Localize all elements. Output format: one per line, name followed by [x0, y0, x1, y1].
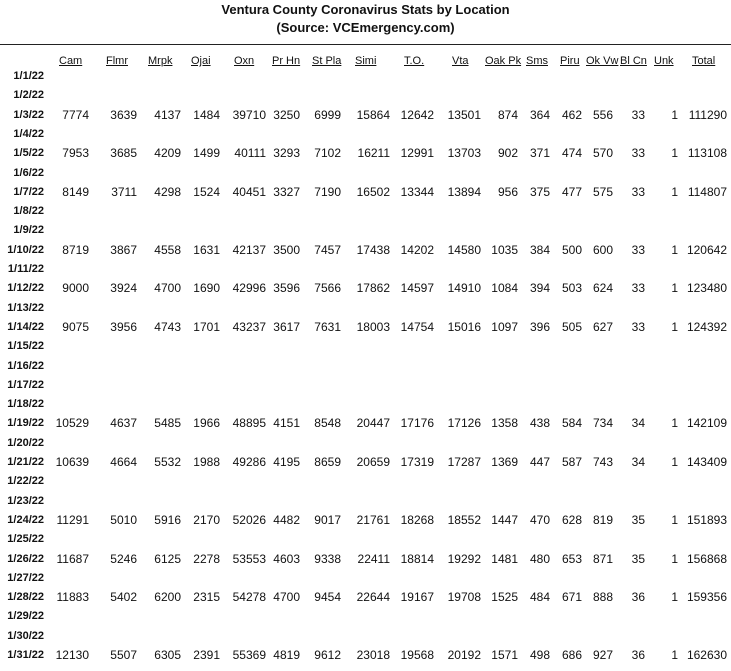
table-cell: 4298: [154, 184, 181, 199]
table-cell: 3924: [110, 281, 137, 296]
table-cell: 7102: [314, 146, 341, 161]
table-cell: 1084: [491, 281, 518, 296]
table-cell: 42137: [232, 242, 266, 257]
row-date: 1/16/22: [7, 359, 44, 372]
table-cell: 3711: [111, 184, 137, 199]
table-cell: 4637: [110, 416, 137, 431]
table-cell: 8149: [62, 184, 89, 199]
table-cell: 4664: [110, 455, 137, 469]
table-cell: 734: [592, 416, 613, 431]
table-cell: 54278: [232, 590, 266, 605]
table-cell: 2170: [193, 512, 220, 527]
table-cell: 1525: [491, 590, 518, 605]
table-cell: 17319: [400, 455, 434, 469]
table-cell: 584: [561, 416, 582, 431]
table-cell: 33: [631, 146, 645, 161]
table-cell: 43237: [232, 319, 266, 334]
table-cell: 1: [671, 146, 678, 161]
table-cell: 111290: [688, 107, 727, 122]
table-cell: 3250: [273, 107, 300, 122]
table-cell: 23018: [356, 648, 390, 662]
table-cell: 15016: [447, 319, 481, 334]
table-cell: 6305: [154, 648, 181, 662]
row-date: 1/3/22: [13, 108, 44, 121]
row-date: 1/4/22: [13, 127, 44, 140]
table-cell: 498: [529, 648, 550, 662]
title-line-2: (Source: VCEmergency.com): [276, 20, 455, 35]
table-cell: 5916: [154, 512, 181, 527]
table-cell: 22644: [356, 590, 390, 605]
row-date: 1/5/22: [13, 147, 44, 160]
table-cell: 19568: [400, 648, 434, 662]
table-cell: 371: [529, 146, 550, 161]
table-cell: 5485: [154, 416, 181, 431]
table-cell: 1690: [193, 281, 220, 296]
table-cell: 7953: [62, 146, 89, 161]
table-cell: 3500: [273, 242, 300, 257]
table-cell: 438: [529, 416, 550, 431]
table-cell: 19167: [400, 590, 434, 605]
row-date: 1/14/22: [7, 320, 44, 333]
column-header: Total: [692, 55, 716, 67]
table-cell: 624: [592, 281, 613, 296]
table-cell: 1484: [193, 107, 220, 122]
table-cell: 575: [592, 184, 613, 199]
table-cell: 142109: [686, 416, 727, 431]
table-cell: 484: [529, 590, 550, 605]
table-cell: 1358: [491, 416, 518, 431]
table-cell: 33: [631, 184, 645, 199]
table-cell: 505: [561, 319, 582, 334]
row-date: 1/31/22: [7, 649, 44, 661]
table-cell: 15864: [356, 107, 390, 122]
table-cell: 462: [561, 107, 582, 122]
row-date: 1/2/22: [13, 89, 44, 102]
table-cell: 14202: [400, 242, 434, 257]
row-date: 1/13/22: [7, 301, 44, 314]
table-cell: 587: [561, 455, 582, 469]
table-cell: 16502: [356, 184, 390, 199]
table-cell: 33: [631, 281, 645, 296]
table-cell: 17126: [447, 416, 481, 431]
table-cell: 18814: [400, 551, 434, 566]
table-cell: 5532: [154, 455, 181, 469]
row-date: 1/21/22: [7, 456, 44, 468]
table-cell: 3639: [110, 107, 137, 122]
table-cell: 4603: [273, 551, 300, 566]
table-cell: 556: [592, 107, 613, 122]
column-header: Sms: [526, 55, 548, 67]
column-header: T.O.: [404, 55, 425, 67]
table-cell: 3685: [110, 146, 137, 161]
table-cell: 18003: [356, 319, 390, 334]
table-cell: 17862: [356, 281, 390, 296]
table-cell: 3293: [273, 146, 300, 161]
row-date: 1/18/22: [7, 398, 44, 411]
column-header: Bl Cn: [620, 55, 647, 67]
table-cell: 480: [529, 551, 550, 566]
table-cell: 500: [561, 242, 582, 257]
table-cell: 1: [671, 551, 678, 566]
table-cell: 33: [631, 242, 645, 257]
table-cell: 13501: [447, 107, 481, 122]
column-header: Ojai: [191, 55, 211, 67]
table-cell: 2391: [193, 648, 220, 662]
table-cell: 1: [671, 319, 678, 334]
table-cell: 11883: [56, 590, 89, 605]
column-header: Oak Pk: [485, 55, 522, 67]
table-cell: 9612: [314, 648, 341, 662]
table-cell: 570: [592, 146, 613, 161]
table-cell: 1499: [193, 146, 220, 161]
table-cell: 819: [592, 512, 613, 527]
table-cell: 671: [561, 590, 582, 605]
table-cell: 4195: [273, 455, 300, 469]
table-cell: 8548: [314, 416, 341, 431]
table-cell: 40111: [234, 146, 266, 161]
table-cell: 20192: [447, 648, 481, 662]
table-cell: 503: [561, 281, 582, 296]
table-cell: 871: [592, 551, 613, 566]
table-cell: 33: [631, 319, 645, 334]
table-cell: 14597: [400, 281, 434, 296]
column-header: Vta: [452, 55, 469, 67]
table-cell: 9338: [314, 551, 341, 566]
table-cell: 11291: [56, 512, 89, 527]
table-cell: 120642: [686, 242, 727, 257]
table-cell: 396: [529, 319, 550, 334]
table-cell: 4700: [273, 590, 300, 605]
row-date: 1/28/22: [7, 591, 44, 604]
table-cell: 16211: [357, 146, 390, 161]
table-cell: 4209: [154, 146, 181, 161]
table-cell: 470: [529, 512, 550, 527]
table-cell: 1: [671, 416, 678, 431]
table-cell: 14910: [447, 281, 481, 296]
table-cell: 627: [592, 319, 613, 334]
table-cell: 114807: [687, 184, 727, 199]
table-cell: 4558: [154, 242, 181, 257]
row-date: 1/23/22: [7, 494, 44, 507]
table-cell: 34: [631, 455, 645, 469]
row-date: 1/17/22: [7, 378, 44, 391]
table-cell: 1966: [193, 416, 220, 431]
table-cell: 384: [529, 242, 550, 257]
table-cell: 113108: [687, 146, 727, 161]
row-date: 1/9/22: [13, 224, 44, 237]
table-cell: 4137: [154, 107, 181, 122]
row-date: 1/26/22: [7, 552, 44, 565]
table-cell: 2278: [193, 551, 220, 566]
table-cell: 48895: [232, 416, 266, 431]
row-date: 1/30/22: [7, 629, 44, 642]
table-cell: 394: [529, 281, 550, 296]
table-cell: 1369: [491, 455, 518, 469]
table-cell: 20659: [356, 455, 390, 469]
table-cell: 1447: [491, 512, 518, 527]
table-cell: 2315: [193, 590, 220, 605]
table-cell: 13344: [400, 184, 434, 199]
row-date: 1/25/22: [7, 533, 44, 546]
table-cell: 17287: [447, 455, 481, 469]
table-cell: 5507: [110, 648, 137, 662]
table-cell: 6999: [314, 107, 341, 122]
table-cell: 39710: [232, 107, 266, 122]
table-cell: 5010: [110, 512, 137, 527]
table-cell: 1481: [491, 551, 518, 566]
table-cell: 55369: [232, 648, 266, 662]
table-cell: 21761: [356, 512, 390, 527]
table-cell: 1035: [491, 242, 518, 257]
row-date: 1/11/22: [7, 263, 44, 275]
table-cell: 474: [561, 146, 582, 161]
table-cell: 42996: [232, 281, 266, 296]
table-cell: 927: [592, 648, 613, 662]
table-cell: 34: [631, 416, 645, 431]
table-cell: 4151: [273, 416, 300, 431]
table-cell: 49286: [232, 455, 266, 469]
table-cell: 12130: [55, 648, 89, 662]
table-cell: 364: [529, 107, 550, 122]
table-cell: 7774: [62, 107, 89, 122]
table-cell: 12642: [400, 107, 434, 122]
table-cell: 10639: [55, 455, 89, 469]
row-date: 1/20/22: [7, 436, 44, 449]
column-header: Flmr: [106, 55, 128, 67]
table-cell: 14754: [400, 319, 434, 334]
table-cell: 874: [497, 107, 518, 122]
column-header: Pr Hn: [272, 55, 301, 67]
table-cell: 1988: [193, 455, 220, 469]
table-cell: 13703: [447, 146, 481, 161]
table-cell: 18268: [400, 512, 434, 527]
row-date: 1/24/22: [7, 513, 44, 526]
table-cell: 33: [631, 107, 645, 122]
table-cell: 156868: [686, 551, 727, 566]
table-cell: 3617: [273, 319, 300, 334]
row-date: 1/8/22: [13, 205, 44, 218]
table-cell: 14580: [447, 242, 481, 257]
table-cell: 1631: [193, 242, 220, 257]
title-line-1: Ventura County Coronavirus Stats by Location: [221, 2, 510, 17]
table-cell: 1: [671, 281, 678, 296]
row-date: 1/1/22: [13, 70, 44, 82]
table-cell: 956: [497, 184, 518, 199]
table-cell: 10529: [55, 416, 89, 431]
table-cell: 743: [592, 455, 613, 469]
row-date: 1/29/22: [7, 610, 44, 623]
table-cell: 3596: [273, 281, 300, 296]
column-header: Simi: [355, 55, 377, 67]
row-date: 1/15/22: [7, 340, 44, 353]
table-cell: 1571: [491, 648, 518, 662]
table-cell: 20447: [356, 416, 390, 431]
table-cell: 17438: [356, 242, 390, 257]
table-cell: 3327: [273, 184, 300, 199]
table-cell: 1: [671, 107, 678, 122]
table-cell: 19292: [447, 551, 481, 566]
table-cell: 1524: [193, 184, 220, 199]
table-cell: 9454: [314, 590, 341, 605]
table-cell: 1: [671, 590, 678, 605]
table-cell: 12991: [400, 146, 434, 161]
table-cell: 4482: [273, 512, 300, 527]
table-cell: 5246: [110, 551, 137, 566]
table-cell: 4700: [154, 281, 181, 296]
table-cell: 686: [561, 648, 582, 662]
table-cell: 477: [561, 184, 582, 199]
row-date: 1/19/22: [7, 417, 44, 430]
table-cell: 7631: [314, 319, 341, 334]
row-date: 1/12/22: [7, 282, 44, 295]
column-header: Oxn: [234, 55, 255, 67]
row-date: 1/10/22: [7, 243, 44, 256]
table-cell: 159356: [686, 590, 727, 605]
table-cell: 3956: [110, 319, 137, 334]
table-cell: 7566: [314, 281, 341, 296]
table-cell: 902: [497, 146, 518, 161]
row-date: 1/7/22: [13, 185, 44, 198]
table-cell: 5402: [110, 590, 137, 605]
table-cell: 143409: [686, 455, 727, 469]
table-cell: 151893: [686, 512, 727, 527]
row-date: 1/27/22: [7, 571, 44, 584]
table-cell: 1: [671, 184, 678, 199]
table-cell: 19708: [447, 590, 481, 605]
table-cell: 22411: [357, 551, 390, 566]
report-title: [0, 1, 731, 37]
column-header: Ok Vw: [586, 55, 619, 67]
table-cell: 8719: [62, 242, 89, 257]
header-rule: [0, 44, 731, 45]
table-cell: 11687: [56, 551, 89, 566]
row-date: 1/6/22: [13, 166, 44, 179]
table-cell: 8659: [314, 455, 341, 469]
column-header: Mrpk: [148, 55, 173, 67]
column-header: Cam: [59, 55, 83, 67]
table-cell: 17176: [400, 416, 434, 431]
table-cell: 9075: [62, 319, 89, 334]
table-cell: 628: [561, 512, 582, 527]
table-cell: 40451: [232, 184, 266, 199]
table-cell: 600: [592, 242, 613, 257]
table-cell: 52026: [232, 512, 266, 527]
table-cell: 9017: [314, 512, 341, 527]
table-cell: 6200: [154, 590, 181, 605]
table-cell: 7190: [314, 184, 341, 199]
table-cell: 3867: [110, 242, 137, 257]
table-cell: 888: [592, 590, 613, 605]
table-cell: 1: [671, 648, 678, 662]
table-cell: 1097: [491, 319, 518, 334]
table-cell: 36: [631, 648, 645, 662]
table-cell: 447: [529, 455, 550, 469]
column-header: Unk: [654, 55, 674, 67]
table-cell: 36: [631, 590, 645, 605]
table-cell: 375: [529, 184, 550, 199]
table-cell: 123480: [686, 281, 727, 296]
table-cell: 6125: [154, 551, 181, 566]
table-cell: 653: [561, 551, 582, 566]
table-cell: 4819: [273, 648, 300, 662]
table-cell: 18552: [447, 512, 481, 527]
table-cell: 35: [631, 551, 645, 566]
table-cell: 9000: [62, 281, 89, 296]
table-cell: 53553: [232, 551, 266, 566]
table-cell: 124392: [686, 319, 727, 334]
table-cell: 4743: [154, 319, 181, 334]
column-header: St Pla: [312, 55, 342, 67]
table-cell: 1701: [193, 319, 220, 334]
column-header: Piru: [560, 55, 580, 67]
table-cell: 162630: [686, 648, 727, 662]
table-cell: 7457: [314, 242, 341, 257]
table-cell: 13894: [447, 184, 481, 199]
table-cell: 35: [631, 512, 645, 527]
table-cell: 1: [671, 512, 678, 527]
row-date: 1/22/22: [7, 475, 44, 488]
table-cell: 1: [671, 242, 678, 257]
table-cell: 1: [671, 455, 678, 469]
